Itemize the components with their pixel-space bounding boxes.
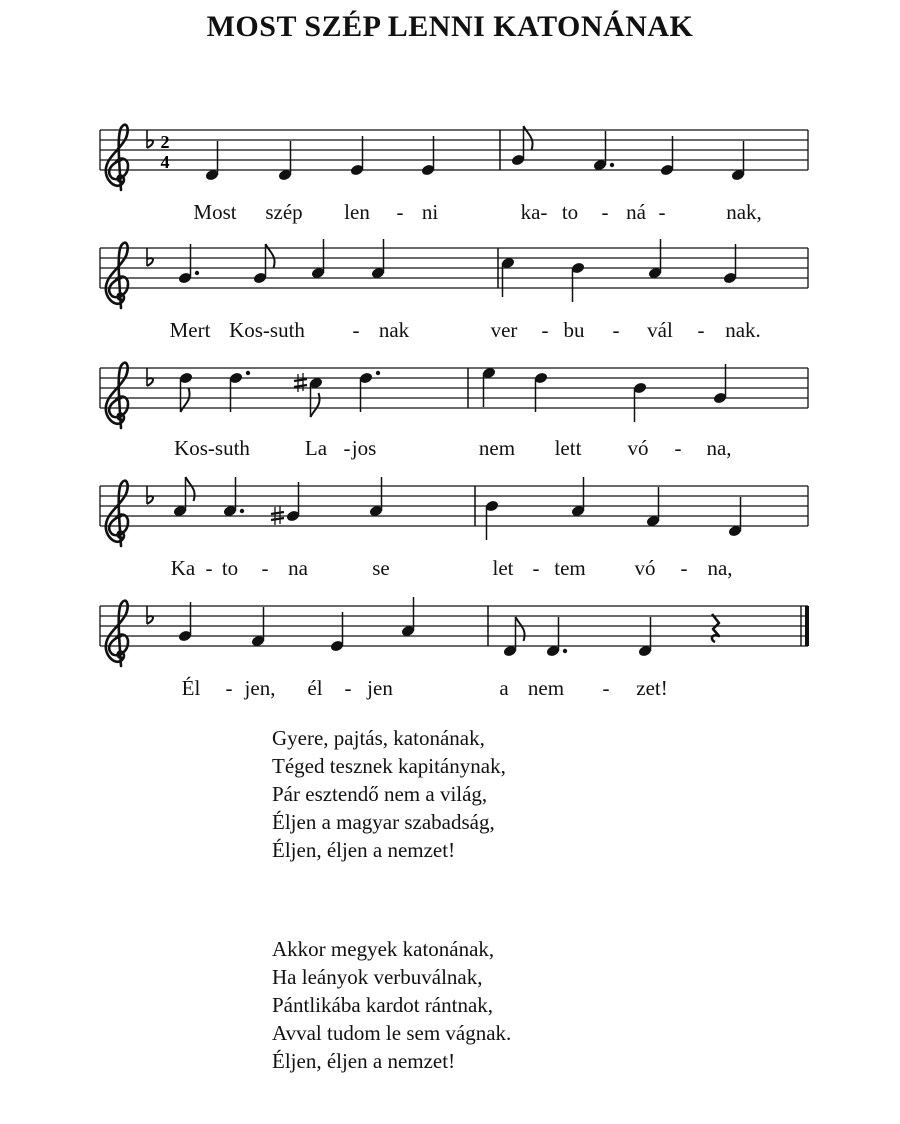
lyric-syllable: ka-: [520, 200, 548, 224]
note-e: [503, 617, 525, 658]
lyric-syllable: -: [352, 318, 360, 342]
note-q: [251, 607, 266, 648]
note-q: [401, 597, 416, 638]
verse-line: Téged tesznek kapitánynak,: [272, 754, 506, 778]
note-q: [485, 499, 500, 540]
note-q: [660, 136, 675, 177]
lyric-syllable: a: [499, 676, 509, 700]
note-q: [501, 256, 516, 297]
note-q: [633, 381, 648, 422]
verse-line: Avval tudom le sem vágnak.: [272, 1021, 512, 1045]
lyric-syllable: lett: [554, 436, 582, 460]
note-e: [173, 477, 195, 518]
lyric-syllable: -: [396, 200, 404, 224]
note-q: [571, 477, 586, 518]
lyric-syllable: jen,: [244, 676, 276, 700]
note-q: [646, 487, 661, 528]
note-q: [421, 136, 436, 177]
lyric-syllable: -: [344, 676, 352, 700]
note-q: [286, 482, 301, 523]
note-q: [371, 239, 386, 280]
music-staff: [0, 466, 900, 556]
lyric-syllable: to: [221, 556, 239, 580]
note-q: [311, 239, 326, 280]
lyric-syllable: -: [541, 318, 549, 342]
music-staff: [0, 586, 900, 676]
note-q: [369, 477, 384, 518]
flat-icon: [147, 248, 153, 266]
lyric-syllable: ná: [626, 200, 646, 224]
note-q.: [223, 477, 245, 518]
verse-line: Éljen a magyar szabadság,: [272, 810, 495, 834]
lyric-syllable: -: [602, 676, 610, 700]
flat-icon: [147, 606, 153, 624]
verse-line: Gyere, pajtás, katonának,: [272, 726, 485, 750]
lyric-syllable: él: [307, 676, 323, 700]
music-staff: [0, 110, 900, 200]
note-q: [534, 371, 549, 412]
lyric-syllable: ni: [421, 200, 439, 224]
lyric-syllable: nem: [478, 436, 516, 460]
lyric-syllable: Mert: [169, 318, 211, 342]
lyric-syllable: to: [561, 200, 579, 224]
lyric-syllable: Kos-suth: [229, 318, 305, 342]
music-staff: [0, 348, 900, 438]
song-title: MOST SZÉP LENNI KATONÁNAK: [206, 10, 694, 43]
verse-line: Éljen, éljen a nemzet!: [272, 1049, 456, 1073]
note-q: [205, 141, 220, 182]
verse-line: Pár esztendő nem a világ,: [272, 782, 488, 806]
note-q: [731, 141, 746, 182]
note-e: [309, 376, 324, 417]
verse-line: Ha leányok verbuválnak,: [272, 965, 483, 989]
treble-clef-icon: [106, 481, 128, 546]
note-q: [571, 261, 586, 302]
flat-icon: [147, 486, 153, 504]
lyric-syllable: vó: [627, 436, 649, 460]
music-staff: [0, 228, 900, 318]
note-q.: [229, 371, 251, 412]
flat-icon: [147, 130, 153, 148]
lyric-syllable: -: [225, 676, 233, 700]
note-q: [482, 366, 497, 407]
lyric-syllable: nak.: [725, 318, 761, 342]
lyric-syllable: jos: [351, 436, 377, 460]
lyric-syllable: na: [288, 556, 308, 580]
quarter-rest-icon: [712, 614, 719, 642]
note-q.: [546, 617, 568, 658]
note-q: [278, 141, 293, 182]
lyric-syllable: Most: [193, 200, 237, 224]
lyric-syllable: nak,: [726, 200, 762, 224]
lyric-syllable: La: [304, 436, 328, 460]
lyric-syllable: se: [372, 556, 390, 580]
lyric-syllable: vál: [647, 318, 673, 342]
lyric-syllable: let: [492, 556, 514, 580]
verse-1: [272, 724, 506, 864]
note-q: [648, 239, 663, 280]
lyric-syllable: -: [532, 556, 540, 580]
note-q: [638, 617, 653, 658]
lyric-syllable: -: [343, 436, 351, 460]
note-q.: [359, 371, 381, 412]
lyric-syllable: -: [674, 436, 682, 460]
lyric-syllable: na,: [706, 436, 732, 460]
verse-line: Akkor megyek katonának,: [272, 937, 495, 961]
lyric-syllable: Ka: [170, 556, 196, 580]
lyric-syllable: vó: [634, 556, 656, 580]
lyric-syllable: szép: [265, 200, 303, 224]
lyric-syllable: na,: [707, 556, 733, 580]
lyric-syllable: Él: [181, 676, 201, 700]
verse-line: Éljen, éljen a nemzet!: [272, 838, 456, 862]
note-q: [330, 612, 345, 653]
lyric-syllable: -: [612, 318, 620, 342]
note-e: [179, 371, 194, 412]
sharp-icon: [294, 373, 307, 392]
lyric-syllable: nem: [527, 676, 565, 700]
lyric-syllable: -: [658, 200, 666, 224]
lyric-syllable: -: [261, 556, 269, 580]
treble-clef-icon: [106, 243, 128, 308]
lyric-syllable: tem: [554, 556, 586, 580]
lyric-syllable: -: [601, 200, 609, 224]
lyric-syllable: nak: [378, 318, 410, 342]
lyric-syllable: len: [344, 200, 370, 224]
lyric-syllable: jen: [367, 676, 393, 700]
lyric-syllable: -: [697, 318, 705, 342]
verse-2: [272, 935, 511, 1075]
note-q: [723, 244, 738, 285]
lyric-syllable: Kos-suth: [174, 436, 250, 460]
treble-clef-icon: [106, 363, 128, 428]
note-q: [728, 497, 743, 538]
note-q: [350, 136, 365, 177]
time-signature-bottom: 4: [160, 152, 170, 172]
lyric-syllable: -: [680, 556, 688, 580]
verse-line: Pántlikába kardot rántnak,: [272, 993, 494, 1017]
note-q.: [593, 131, 615, 172]
time-signature-top: 2: [160, 132, 170, 152]
lyric-syllable: ver: [490, 318, 518, 342]
lyric-syllable: bu: [563, 318, 585, 342]
flat-icon: [147, 368, 153, 386]
note-q: [713, 364, 728, 405]
lyric-syllable: -: [205, 556, 213, 580]
note-q: [178, 602, 193, 643]
treble-clef-icon: [106, 125, 128, 190]
lyric-syllable: zet!: [636, 676, 668, 700]
treble-clef-icon: [106, 601, 128, 666]
